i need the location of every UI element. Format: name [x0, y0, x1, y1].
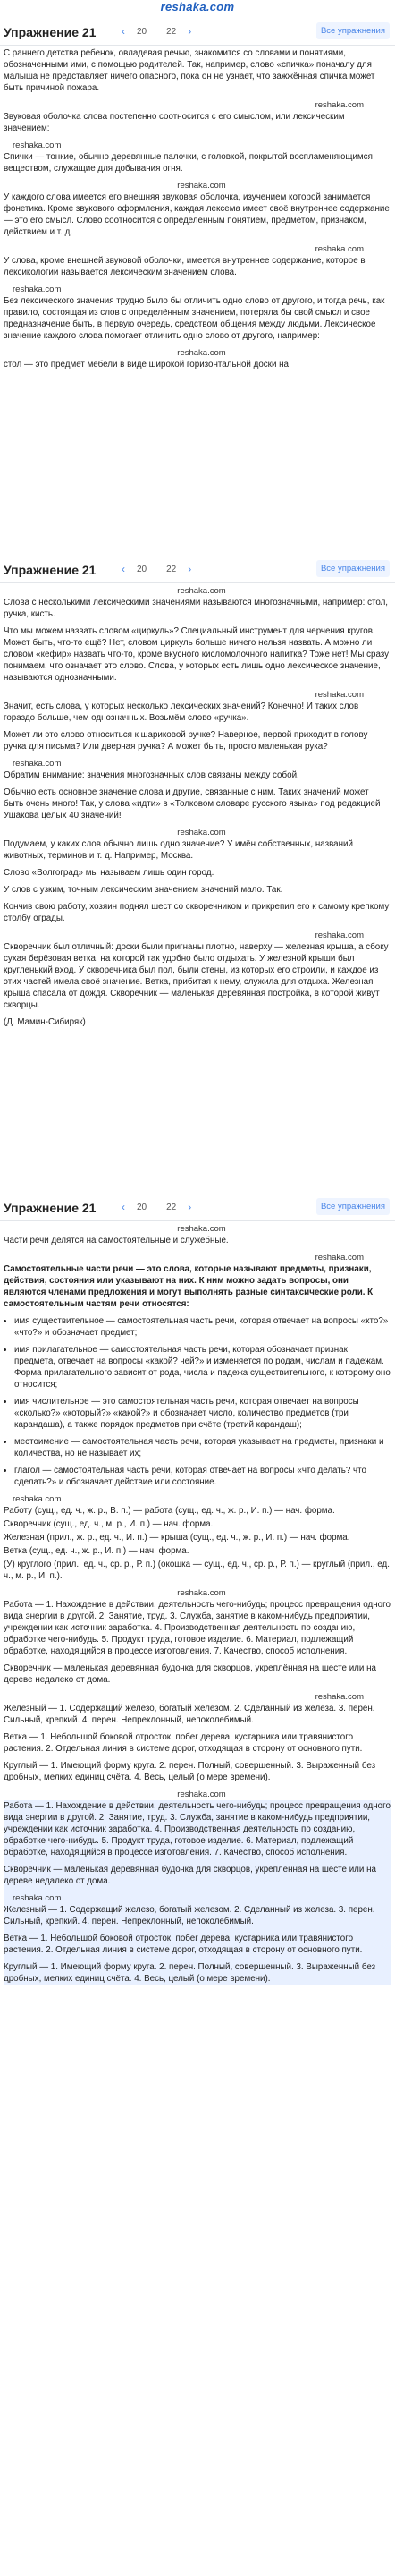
- paragraph: Скворечник был отличный: доски были пригнаны плотно, наверху — железная крыша, а сбоку сухая берёзовая ветка, на которой так удобно было отдыхать. У железной крыши был кругленький вход. У скворечника был пол, были стены, из которых его строили, и каждое из этих частей имела своё значение. Ветка, прибитая к нему, служила для отдыха. Железная крыша спасала от дождя. Скворечник — маленькая деревянная постройка, в которой живут скворцы.: [4, 942, 389, 1010]
- page-title: Упражнение 21: [4, 1201, 97, 1215]
- parts-of-speech-list: [4, 1315, 391, 1488]
- watermark: reshaka.com: [177, 181, 226, 191]
- paragraph: Что мы можем назвать словом «циркуль»? Специальный инструмент для черчения кругов. Может быть, что-то ещё? Нет, словом циркуль больше ничего нельзя назвать. А можно ли словом «кефир» назвать что-то, кроме вкусного кисломолочного напитка? Тоже нет! Мы сразу понимаем, что означает это слово. Слова, у которых есть лишь одно лексическое значение, называются однозначными.: [4, 626, 390, 683]
- watermark: reshaka.com: [13, 1494, 62, 1504]
- intro-paragraph: Части речи делятся на самостоятельные и служебные.: [4, 1236, 229, 1245]
- watermark: reshaka.com: [315, 1253, 364, 1262]
- paragraph: Слово «Волгоград» мы называем лишь один город.: [4, 868, 214, 878]
- all-exercises-button[interactable]: Все упражнения: [316, 22, 390, 39]
- exercise-text: [0, 46, 395, 370]
- list-item: • местоимение — самостоятельная часть речи, которая указывает на предметы, признаки и количества, но не называет их;: [14, 1436, 391, 1459]
- prev-page-number[interactable]: 20: [137, 1202, 147, 1212]
- prev-arrow-icon[interactable]: ‹: [122, 25, 125, 38]
- paragraph: У слова, кроме внешней звуковой оболочки, имеется внутреннее содержание, которое в лексикологии называется лексическим значением слова.: [4, 256, 366, 277]
- exercise-header: [0, 18, 395, 46]
- paragraph: стол — это предмет мебели в виде широкой горизонтальной доски на: [4, 360, 290, 370]
- watermark: reshaka.com: [315, 1692, 364, 1702]
- paragraph: Обратим внимание: значения многозначных слов связаны между собой.: [4, 770, 299, 780]
- paragraph: У слов с узким, точным лексическим значением значений мало. Так.: [4, 885, 283, 895]
- watermark: reshaka.com: [315, 100, 364, 110]
- entry: (У) круглого (прил., ед. ч., ср. р., Р. п.) (окошка — сущ., ед. ч., ср. р., Р. п.) — круглый (прил., ед. ч., м. р., И. п.).: [4, 1560, 390, 1581]
- prev-page-number[interactable]: 20: [137, 26, 147, 37]
- page-nav: [115, 23, 198, 39]
- paragraph: Обычно есть основное значение слова и другие, связанные с ним. Таких значений может быть очень много! Так, у слова «идти» в «Толковом словаре русского языка» под редакцией Ушакова целых 40 значений!: [4, 787, 381, 820]
- list-item: • глагол — самостоятельная часть речи, которая отвечает на вопросы «что делать? что сделать?» и обозначает действие или состояние.: [14, 1465, 391, 1488]
- watermark: reshaka.com: [13, 285, 62, 294]
- entry: Ветка — 1. Небольшой боковой отросток, побег дерева, кустарника или травянистого растения. 2. Отдельная линия в системе дорог, отходящая в сторону от основного пути.: [4, 1732, 363, 1754]
- screenshot-page-1: [0, 0, 395, 586]
- entry: Работу (сущ., ед. ч., ж. р., В. п.) — работа (сущ., ед. ч., ж. р., И. п.) — нач. форма.: [4, 1506, 335, 1516]
- entry: Работа — 1. Нахождение в действии, деятельность чего-нибудь; процесс превращения одного вида энергии в другой. 2. Занятие, труд. 3. Служба, занятие в каком-нибудь предприятии, учреждении как источник заработка. 4. Производственная деятельность по созданию, обработке чего-нибудь. 5. Продукт труда, готовое изделие. 6. Материал, подлежащий обработке, находящийся в процессе изготовления. 7. Качество, способ исполнения.: [4, 1600, 391, 1656]
- site-logo[interactable]: reshaka.com: [160, 0, 235, 13]
- watermark: reshaka.com: [177, 1588, 226, 1598]
- next-arrow-icon[interactable]: ›: [188, 563, 192, 575]
- watermark: reshaka.com: [315, 690, 364, 700]
- watermark: reshaka.com: [315, 931, 364, 940]
- paragraph: С раннего детства ребенок, овладевая речью, знакомится со словами и понятиями, обозначенными ими, с помощью родителей. Так, например, слово «спичка» поначалу для малыша не представляет ничего опасного, пока он не узнает, что зажжённая спичка может быть причиной пожара.: [4, 48, 375, 93]
- watermark: reshaka.com: [13, 140, 62, 150]
- paragraph: Слова с несколькими лексическими значениями называются многозначными, например: стол, ручка, кисть.: [4, 598, 389, 619]
- all-exercises-button[interactable]: Все упражнения: [316, 560, 390, 577]
- exercise-text: [0, 583, 395, 1028]
- paragraph: У каждого слова имеется его внешняя звуковая оболочка, изучением которой занимается фонетика. Кроме звукового оформления, каждая лексема имеет своё внутреннее содержание — это его смысл. Слово соотносится с определённым понятием, предметом, признаком, действием и т. д.: [4, 192, 390, 237]
- prev-page-number[interactable]: 20: [137, 564, 147, 574]
- paragraph: Подумаем, у каких слов обычно лишь одно значение? У имён собственных, названий животных, терминов и т. д. Например, Москва.: [4, 839, 353, 861]
- next-arrow-icon[interactable]: ›: [188, 25, 192, 38]
- prev-arrow-icon[interactable]: ‹: [122, 563, 125, 575]
- watermark: reshaka.com: [177, 1790, 226, 1799]
- entry: Скворечник — маленькая деревянная будочка для скворцов, укреплённая на шесте или на дереве недалеко от дома.: [4, 1663, 376, 1685]
- list-item: • имя прилагательное — самостоятельная часть речи, которая обозначает признак предмета, отвечает на вопросы «какой? чей?» и изменяется по родам, числам и падежам. Форма прилагательного зависит от рода, числа и падежа существительного, к которому оно относится;: [14, 1344, 391, 1390]
- watermark: reshaka.com: [13, 759, 62, 769]
- exercise-text: [0, 1221, 395, 1985]
- screenshot-page-3: [0, 1194, 395, 2576]
- paragraph: (Д. Мамин-Сибиряк): [4, 1017, 86, 1027]
- entry: Скворечник — маленькая деревянная будочка для скворцов, укреплённая на шесте или на дереве недалеко от дома.: [4, 1865, 376, 1886]
- watermark: reshaka.com: [177, 348, 226, 358]
- paragraph: Может ли это слово относиться к шариковой ручке? Наверное, первой приходит в голову ручка для письма? Или дверная ручка? А может быть, просто маленькая рука?: [4, 730, 368, 752]
- watermark: reshaka.com: [315, 244, 364, 254]
- watermark: reshaka.com: [13, 1893, 62, 1903]
- page-title: Упражнение 21: [4, 563, 97, 577]
- exercise-header: [0, 1194, 395, 1221]
- all-exercises-button[interactable]: Все упражнения: [316, 1198, 390, 1215]
- next-page-number[interactable]: 22: [166, 26, 177, 37]
- prev-arrow-icon[interactable]: ‹: [122, 1201, 125, 1213]
- entry: Работа — 1. Нахождение в действии, деятельность чего-нибудь; процесс превращения одного вида энергии в другой. 2. Занятие, труд. 3. Служба, занятие в каком-нибудь предприятии, учреждении как источник заработка. 4. Производственная деятельность по созданию, обработке чего-нибудь. 5. Продукт труда, готовое изделие. 6. Материал, подлежащий обработке, находящийся в процессе изготовления. 7. Качество, способ исполнения.: [4, 1801, 391, 1858]
- watermark: reshaka.com: [177, 828, 226, 837]
- entry: Ветка (сущ., ед. ч., ж. р., И. п.) — нач. форма.: [4, 1546, 189, 1556]
- paragraph: Без лексического значения трудно было бы отличить одно слово от другого, и тогда речь, как правило, состоящая из слов с определённым значением, потеряла бы свой смысл и свое предназначение быть, в первую очередь, средством общения между людьми. Лексическое значение каждого слова помогает отличить одно слово от другого, например:: [4, 296, 385, 341]
- screenshot-page-2: [0, 556, 395, 1197]
- entry: Железный — 1. Содержащий железо, богатый железом. 2. Сделанный из железа. 3. перен. Сильный, крепкий. 4. перен. Непреклонный, непоколебимый.: [4, 1704, 375, 1725]
- next-page-number[interactable]: 22: [166, 1202, 177, 1212]
- highlighted-answer-block: [4, 1800, 391, 1985]
- entry: Железный — 1. Содержащий железо, богатый железом. 2. Сделанный из железа. 3. перен. Сильный, крепкий. 4. перен. Непреклонный, непоколебимый.: [4, 1905, 375, 1926]
- paragraph: Кончив свою работу, хозяин поднял шест со скворечником и прикрепил его к самому крепкому столбу ограды.: [4, 902, 390, 923]
- next-page-number[interactable]: 22: [166, 564, 177, 574]
- entry: Скворечник (сущ., ед. ч., м. р., И. п.) — нач. форма.: [4, 1519, 214, 1529]
- paragraph: Спички — тонкие, обычно деревянные палочки, с головкой, покрытой воспламеняющимся веществом, служащие для добывания огня.: [4, 152, 373, 174]
- page-title: Упражнение 21: [4, 25, 97, 39]
- page-nav: [115, 561, 198, 577]
- entry: Железная (прил., ж. р., ед. ч., И. п.) — крыша (сущ., ед. ч., ж. р., И. п.) — нач. форма.: [4, 1533, 350, 1543]
- next-arrow-icon[interactable]: ›: [188, 1201, 192, 1213]
- paragraph: Звуковая оболочка слова постепенно соотносится с его смыслом, или лексическим значением:: [4, 112, 345, 133]
- entry: Ветка — 1. Небольшой боковой отросток, побег дерева, кустарника или травянистого растения. 2. Отдельная линия в системе дорог, отходящая в сторону от основного пути.: [4, 1934, 363, 1955]
- exercise-header: [0, 556, 395, 583]
- watermark: reshaka.com: [177, 586, 226, 596]
- definition-paragraph: Самостоятельные части речи — это слова, которые называют предметы, признаки, действия, состояния или указывают на них. К ним можно задать вопросы, они являются членами предложения и могут выполнять разные синтаксические роли. К самостоятельным частям речи относятся:: [4, 1264, 374, 1309]
- entry: Круглый — 1. Имеющий форму круга. 2. перен. Полный, совершенный. 3. Выраженный без дробных, мелких единиц счёта. 4. Весь, целый (о мере времени).: [4, 1962, 376, 1984]
- watermark: reshaka.com: [177, 1224, 226, 1234]
- page-nav: [115, 1199, 198, 1215]
- paragraph: Значит, есть слова, у которых несколько лексических значений? Конечно! И таких слов гораздо больше, чем однозначных. Возьмём слово «ручка».: [4, 701, 359, 723]
- list-item: • имя числительное — это самостоятельная часть речи, которая отвечает на вопросы «сколько?» «который?» «какой?» и обозначает число, количество предметов (три карандаша), а также порядок предметов при счёте (третий карандаш);: [14, 1396, 391, 1431]
- list-item: • имя существительное — самостоятельная часть речи, которая отвечает на вопросы «кто?» «что?» и обозначает предмет;: [14, 1315, 391, 1339]
- site-logo-bar: [0, 0, 395, 18]
- entry: Круглый — 1. Имеющий форму круга. 2. перен. Полный, совершенный. 3. Выраженный без дробных, мелких единиц счёта. 4. Весь, целый (о мере времени).: [4, 1761, 376, 1782]
